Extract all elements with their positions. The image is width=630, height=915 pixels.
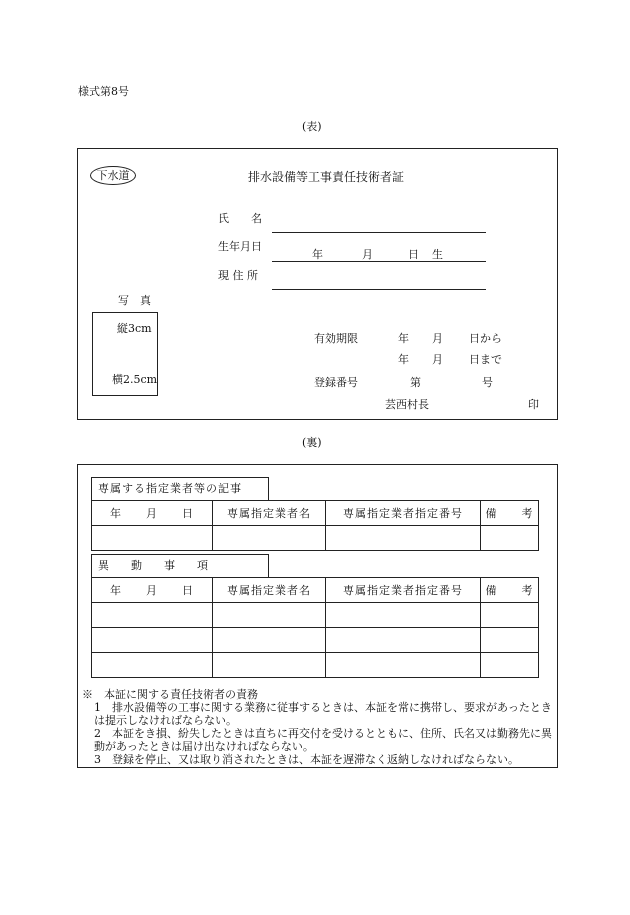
validity-label: 有効期限 (314, 332, 358, 345)
table-cell (213, 603, 326, 628)
note-item: 2 本証をき損、紛失したときは直ちに再交付を受けるとともに、住所、氏名又は勤務先に異動があったときは届け出なければならない。 (94, 727, 552, 753)
birth-year: 年 (312, 248, 323, 261)
sewage-badge: 下水道 (90, 166, 136, 185)
table-cell (213, 653, 326, 678)
table1-title: 専属する指定業者等の記事 (91, 477, 269, 501)
table2-title: 異 動 事 項 (91, 554, 269, 578)
table-cell (92, 628, 213, 653)
valid-to-month: 月 (432, 353, 443, 366)
table-cell (481, 653, 539, 678)
valid-to-year: 年 (398, 353, 409, 366)
birth-label: 生年月日 (218, 240, 262, 253)
duties-notes (82, 688, 552, 766)
table1-header-row (92, 501, 539, 526)
table-row (92, 603, 539, 628)
notes-title: ※ 本証に関する責任技術者の責務 (82, 688, 258, 701)
note-item: 1 排水設備等の工事に関する業務に従事するときは、本証を常に携帯し、要求があったときは提示しなければならない。 (94, 701, 552, 727)
header-remarks: 備 考 (481, 578, 539, 603)
photo-width: 横2.5cm (112, 373, 158, 386)
header-contractor-name: 専属指定業者名 (213, 501, 326, 526)
table-cell (213, 628, 326, 653)
table1 (91, 500, 539, 551)
seal-mark: 印 (528, 398, 539, 411)
table-cell (92, 526, 213, 551)
table-cell (326, 628, 481, 653)
header-date: 年 月 日 (92, 501, 213, 526)
header-remarks: 備 考 (481, 501, 539, 526)
header-date: 年 月 日 (92, 578, 213, 603)
birth-day: 日 (408, 248, 419, 261)
address-label: 現 住 所 (218, 269, 258, 282)
valid-to-day: 日まで (469, 353, 502, 366)
table-cell (481, 603, 539, 628)
valid-from-month: 月 (432, 332, 443, 345)
table-cell (326, 526, 481, 551)
form-number: 様式第8号 (78, 85, 129, 98)
issuer: 芸西村長 (385, 398, 429, 411)
table-cell (326, 653, 481, 678)
table-cell (213, 526, 326, 551)
header-contractor-number: 専属指定業者指定番号 (326, 501, 481, 526)
table2 (91, 577, 539, 678)
front-side-label: (表) (302, 120, 322, 133)
name-line (272, 232, 486, 233)
header-contractor-number: 専属指定業者指定番号 (326, 578, 481, 603)
table-row (92, 526, 539, 551)
address-line (272, 289, 486, 290)
birth-month: 月 (362, 248, 373, 261)
table-cell (326, 603, 481, 628)
registration-prefix: 第 (410, 376, 421, 389)
birth-line (272, 261, 486, 262)
name-label: 氏 名 (218, 212, 262, 225)
table-row (92, 653, 539, 678)
table-cell (92, 653, 213, 678)
table-cell (481, 628, 539, 653)
valid-from-year: 年 (398, 332, 409, 345)
back-side-label: (裏) (302, 436, 322, 449)
table-cell (481, 526, 539, 551)
note-item: 3 登録を停止、又は取り消されたときは、本証を遅滞なく返納しなければならない。 (94, 753, 519, 766)
valid-from-day: 日から (469, 332, 502, 345)
table2-header-row (92, 578, 539, 603)
registration-label: 登録番号 (314, 376, 358, 389)
birth-suffix: 生 (432, 248, 443, 261)
photo-height: 縦3cm (117, 322, 152, 335)
table-row (92, 628, 539, 653)
table-cell (92, 603, 213, 628)
card-title: 排水設備等工事責任技術者証 (248, 170, 405, 184)
photo-label: 写 真 (118, 294, 151, 307)
registration-suffix: 号 (482, 376, 493, 389)
header-contractor-name: 専属指定業者名 (213, 578, 326, 603)
